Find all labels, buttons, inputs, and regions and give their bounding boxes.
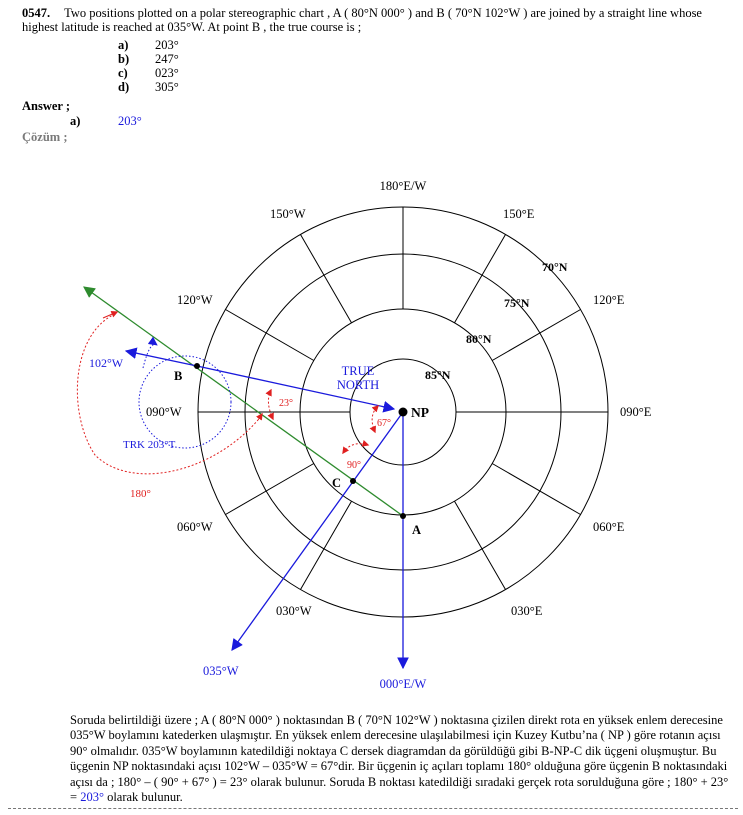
question-number: 0547. (22, 6, 51, 20)
label-a: A (412, 523, 422, 537)
meridian-150e (455, 235, 506, 323)
option-b-value: 247° (155, 52, 179, 66)
arc-23 (268, 390, 273, 419)
meridian-035w-arrow (232, 412, 403, 650)
label-70n: 70°N (542, 260, 568, 274)
label-85n: 85°N (425, 368, 451, 382)
arc-180-arrowhead-2 (258, 414, 262, 420)
meridian-120e (492, 310, 580, 361)
label-23: 23° (279, 398, 293, 409)
option-c-value: 023° (155, 66, 179, 80)
trk-dotted-circle (139, 356, 231, 448)
label-060e: 060°E (593, 520, 625, 534)
b-102w-arrow (126, 351, 197, 366)
label-060w: 060°W (177, 520, 213, 534)
label-035w: 035°W (203, 664, 239, 678)
label-150e: 150°E (503, 207, 535, 221)
label-090w: 090°W (146, 405, 182, 419)
meridian-120w (226, 310, 314, 361)
label-120e: 120°E (593, 293, 625, 307)
label-true: TRUE (341, 364, 375, 378)
explanation (70, 713, 735, 805)
meridian-150w (301, 235, 352, 323)
point-a (400, 513, 406, 519)
question (22, 6, 732, 34)
label-c: C (332, 476, 342, 490)
label-150w: 150°W (270, 207, 306, 221)
label-000: 000°E/W (379, 677, 427, 691)
option-d-letter: d) (118, 80, 130, 94)
label-trk: TRK 203°T (123, 439, 176, 451)
label-090e: 090°E (620, 405, 652, 419)
point-c (350, 478, 356, 484)
point-np (399, 408, 408, 417)
explanation-text: Soruda belirtildiği üzere ; A ( 80°N 000° ) noktasından B ( 70°N 102°W ) noktasına çizilen direkt rota en yüksek enlem derecesine 035°W boylamını katederken ulaşmıştır. En yüksek enlem derecesine ulaşılabilmesi için Kuzey Kutbu’na ( NP ) göre rotanın açısı 90° olmalıdır. 035°W boylamının katedildiği noktaya C dersek diagramdan da görüldüğü gibi B-NP-C dik üçgeni oluşmuştur. Bu üçgenin NP noktasındaki açısı 102°W – 035°W = 67°dir. Bir üçgenin iç açıları toplamı 180° olduğuna göre üçgenin B noktasındaki açısı da ; 180° – ( 90° + 67° ) = 23° olarak bulunur. Soruda B noktası katedildiği sıradaki gerçek rota sorulduğuna göre ; 180° + 23° = (70, 713, 729, 805)
label-b: B (174, 369, 183, 383)
label-030w: 030°W (276, 604, 312, 618)
point-b (194, 363, 200, 369)
label-102w: 102°W (89, 356, 124, 370)
separator-line (8, 808, 738, 809)
label-120w: 120°W (177, 293, 213, 307)
meridian-030w (301, 501, 352, 589)
label-north: NORTH (336, 378, 380, 392)
explanation-end: olarak bulunur. (107, 790, 183, 805)
option-b-letter: b) (118, 52, 130, 66)
meridian-060e (492, 464, 580, 515)
label-90: 90° (347, 460, 361, 471)
option-a-value: 203° (155, 38, 179, 52)
label-180: 180°E/W (379, 179, 427, 193)
option-a-letter: a) (118, 38, 129, 52)
option-d-value: 305° (155, 80, 179, 94)
label-np: NP (411, 405, 429, 420)
question-text: Two positions plotted on a polar stereographic chart , A ( 80°N 000° ) and B ( 70°N 102°W ) are joined by a straight line whose highest latitude is reached at 035°W. At point B , the true course is ; (22, 6, 702, 34)
answer-value: 203° (118, 114, 142, 128)
explanation-result: 203° (80, 790, 104, 805)
label-67: 67° (377, 418, 391, 429)
answer-label: Answer ; (22, 99, 71, 113)
meridian-030e (455, 501, 506, 589)
label-180-angle: 180° (130, 488, 151, 500)
label-80n: 80°N (466, 332, 492, 346)
solution-label: Çözüm ; (22, 130, 68, 144)
meridian-060w (226, 464, 314, 515)
answer-letter: a) (70, 114, 81, 128)
label-75n: 75°N (504, 296, 530, 310)
label-030e: 030°E (511, 604, 543, 618)
polar-chart-diagram (0, 170, 743, 705)
option-c-letter: c) (118, 66, 128, 80)
